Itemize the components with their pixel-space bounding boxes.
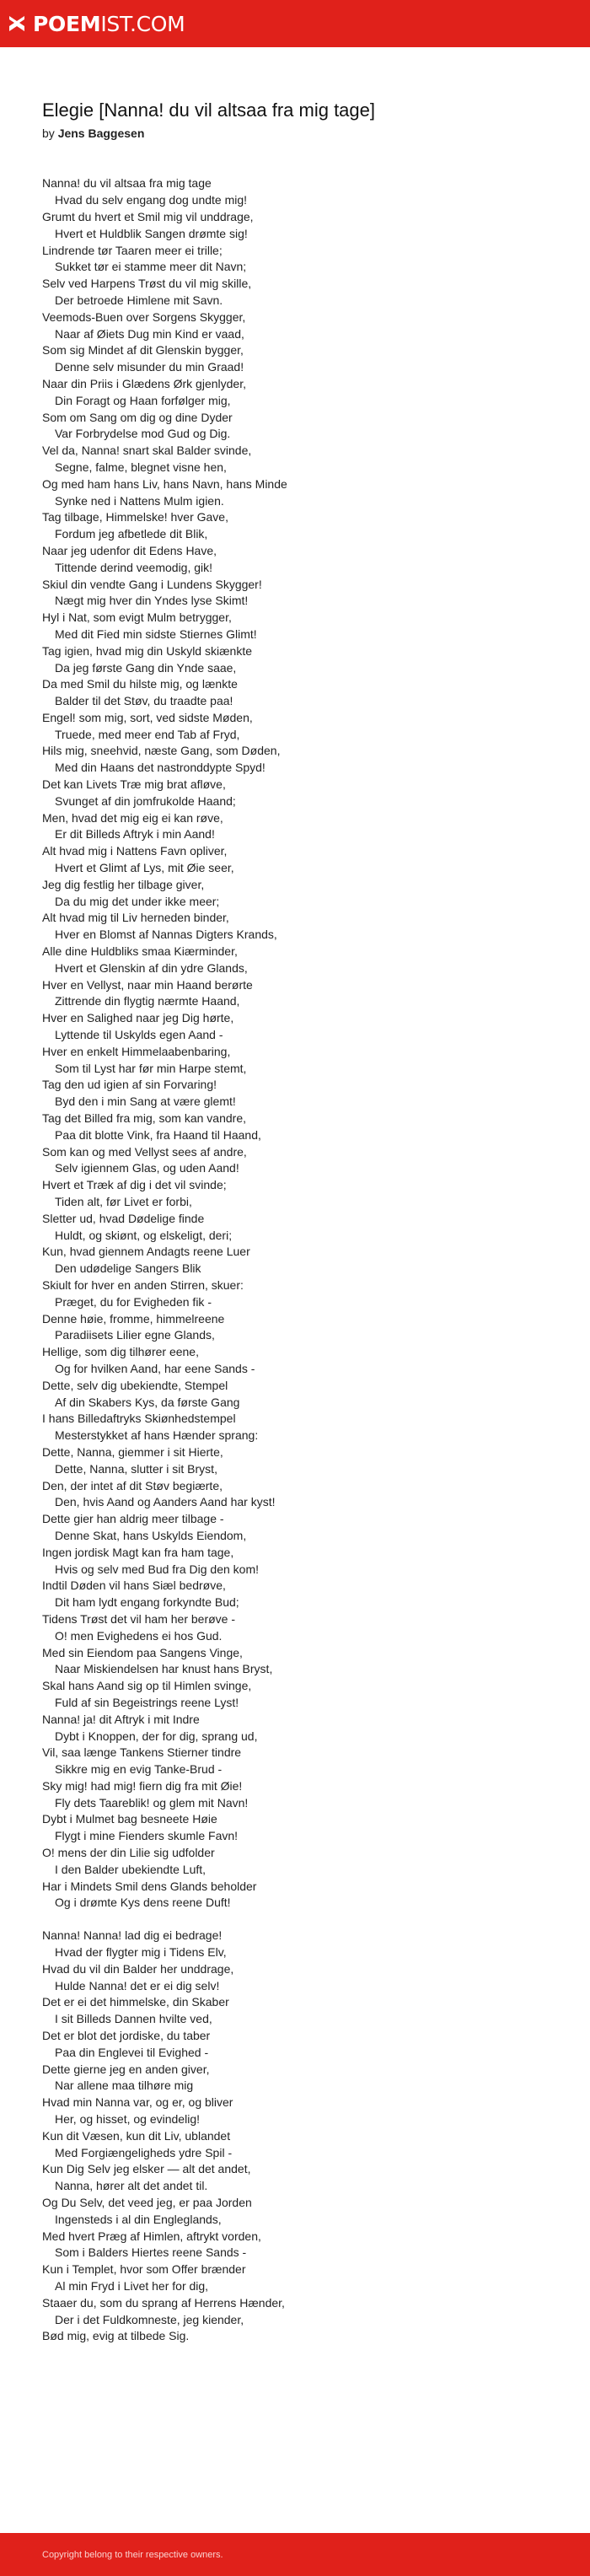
poem-line: Naar Miskiendelsen har knust hans Bryst, bbox=[55, 1662, 273, 1676]
poem-line: Tag den ud igien af sin Forvaring! bbox=[42, 1078, 217, 1092]
poem-line: Da du mig det under ikke meer; bbox=[55, 894, 220, 908]
poem-line: Med din Haans det nastronddypte Spyd! bbox=[55, 761, 266, 775]
poem-line: Kun Dig Selv jeg elsker — alt det andet, bbox=[42, 2162, 251, 2176]
site-header bbox=[0, 0, 590, 47]
poem-line: Sletter ud, hvad Dødelige finde bbox=[42, 1211, 205, 1225]
poem-line: Huldt, og skiønt, og elskeligt, deri; bbox=[55, 1228, 233, 1242]
poem-line: Hulde Nanna! det er ei dig selv! bbox=[55, 1978, 220, 1993]
poem-line: Har i Mindets Smil dens Glands beholder bbox=[42, 1879, 257, 1893]
site-name-bold: POEM bbox=[33, 11, 101, 36]
poem-line: Som om Sang om dig og dine Dyder bbox=[42, 410, 233, 424]
poem-line: Flygt i mine Fienders skumle Favn! bbox=[55, 1829, 239, 1843]
poem-line: Alt hvad mig i Nattens Favn opliver, bbox=[42, 844, 228, 858]
poem-line: Denne Skat, hans Uskylds Eiendom, bbox=[55, 1528, 247, 1542]
poem-line: Naar jeg udenfor dit Edens Have, bbox=[42, 543, 217, 557]
poem-line: Som i Balders Hiertes reene Sands - bbox=[55, 2245, 247, 2260]
poem-line: Hver en Blomst af Nannas Digters Krands, bbox=[55, 928, 277, 942]
site-name-light: IST.COM bbox=[100, 11, 185, 36]
poem-line: Er dit Billeds Aftryk i min Aand! bbox=[55, 827, 215, 842]
author-link[interactable]: Jens Baggesen bbox=[57, 126, 145, 141]
poem-line: O! mens der din Lilie sig udfolder bbox=[42, 1846, 215, 1860]
poem-line: Sukket tør ei stamme meer dit Navn; bbox=[55, 260, 247, 274]
poem-line: Hvis og selv med Bud fra Dig den kom! bbox=[55, 1562, 259, 1576]
poem-line: Nanna, hører alt det andet til. bbox=[55, 2179, 208, 2193]
poem-line: Tag tilbage, Himmelske! hver Gave, bbox=[42, 510, 228, 524]
poem-line: Den udødelige Sangers Blik bbox=[55, 1261, 201, 1276]
poem-line: Paa dit blotte Vink, fra Haand til Haand, bbox=[55, 1127, 261, 1142]
poem-line: Engel! som mig, sort, ved sidste Møden, bbox=[42, 710, 253, 724]
poem-line: Dybt i Knoppen, der for dig, sprang ud, bbox=[55, 1729, 258, 1743]
stanza bbox=[42, 175, 548, 1912]
poem-line: Tiden alt, før Livet er forbi, bbox=[55, 1195, 192, 1208]
poem-line: Vil, saa længe Tankens Stierner tindre bbox=[42, 1745, 242, 1760]
poem-line: Nanna! ja! dit Aftryk i mit Indre bbox=[42, 1712, 200, 1726]
poem-line: I den Balder ubekiendte Luft, bbox=[55, 1862, 206, 1876]
poem-line: Kun i Templet, hvor som Offer brænder bbox=[42, 2262, 246, 2277]
poem-line: Hvert et Glimt af Lys, mit Øie seer, bbox=[55, 861, 234, 875]
poem-line: Ingensteds i al din Engleglands, bbox=[55, 2212, 222, 2226]
poem-line: Mesterstykket af hans Hænder sprang: bbox=[55, 1428, 259, 1443]
poem-line: Nægt mig hver din Yndes lyse Skimt! bbox=[55, 594, 249, 608]
poem-line: Staaer du, som du sprang af Herrens Hænder, bbox=[42, 2295, 285, 2310]
poem-line: Det er blot det jordiske, du taber bbox=[42, 2029, 211, 2043]
poem-line: Selv igiennem Glas, og uden Aand! bbox=[55, 1161, 239, 1175]
poem-line: Den, hvis Aand og Aanders Aand har kyst! bbox=[55, 1495, 276, 1509]
poem-line: Fordum jeg afbetlede dit Blik, bbox=[55, 527, 208, 541]
poem-line: Præget, du for Evigheden fik - bbox=[55, 1294, 212, 1309]
poem-line: Selv ved Harpens Trøst du vil mig skille, bbox=[42, 277, 252, 291]
poem-line: Hellige, som dig tilhører eene, bbox=[42, 1345, 199, 1359]
poem-line: Sikkre mig en evig Tanke-Brud - bbox=[55, 1762, 223, 1777]
poem-line: Hvad du vil din Balder her unddrage, bbox=[42, 1961, 234, 1976]
poem-line: Dette gier han aldrig meer tilbage - bbox=[42, 1512, 224, 1526]
poem-line: Hver en Vellyst, naar min Haand berørte bbox=[42, 977, 253, 992]
poem-line: Zittrende din flygtig nærmte Haand, bbox=[55, 994, 240, 1008]
poem-line: Veemods-Buen over Sorgens Skygger, bbox=[42, 309, 246, 324]
poem-line: Skal hans Aand sig op til Himlen svinge, bbox=[42, 1679, 252, 1693]
poem-line: Der betroede Himlene mit Savn. bbox=[55, 293, 223, 307]
poem-line: Og med ham hans Liv, hans Navn, hans Minde bbox=[42, 476, 287, 491]
poem-line: O! men Evighedens ei hos Gud. bbox=[55, 1628, 223, 1643]
poem-line: Naar din Priis i Glædens Ørk gjenlyder, bbox=[42, 376, 246, 390]
poem-line: Hvad du selv engang dog undte mig! bbox=[55, 193, 248, 207]
poem-line: Fuld af sin Begeistrings reene Lyst! bbox=[55, 1695, 239, 1709]
poem-line: Den, der intet af dit Støv begiærte, bbox=[42, 1478, 223, 1492]
poem-line: Alt hvad mig til Liv herneden binder, bbox=[42, 911, 229, 925]
poem-line: Var Forbrydelse mod Gud og Dig. bbox=[55, 427, 231, 441]
poem-line: Naar af Øiets Dug min Kind er vaad, bbox=[55, 326, 244, 341]
quill-icon bbox=[8, 14, 25, 33]
poem-content bbox=[0, 47, 590, 2533]
poem-line: Og for hvilken Aand, har eene Sands - bbox=[55, 1361, 255, 1375]
poem-line: Nanna! du vil altsaa fra mig tage bbox=[42, 176, 212, 191]
poem-line: Hvert et Glenskin af din ydre Glands, bbox=[55, 960, 248, 975]
poem-line: Hvert et Huldblik Sangen drømte sig! bbox=[55, 226, 248, 240]
poem-line: Med hvert Præg af Himlen, aftrykt vorden, bbox=[42, 2229, 261, 2243]
poem-line: Denne selv misunder du min Graad! bbox=[55, 360, 244, 374]
poem-line: Truede, med meer end Tab af Fryd, bbox=[55, 727, 240, 741]
copyright-notice: Copyright belong to their respective owners. bbox=[42, 2549, 223, 2560]
poem-line: Hvert et Træk af dig i det vil svinde; bbox=[42, 1178, 227, 1192]
poem-line: Grumt du hvert et Smil mig vil unddrage, bbox=[42, 209, 254, 223]
poem-line: Med Forgiængeligheds ydre Spil - bbox=[55, 2145, 233, 2159]
poem-line: Og i drømte Kys dens reene Duft! bbox=[55, 1896, 231, 1910]
poem-line: Sky mig! had mig! fiern dig fra mit Øie! bbox=[42, 1778, 243, 1793]
poem-line: Dette gierne jeg en anden giver, bbox=[42, 2062, 210, 2076]
by-label: by bbox=[42, 126, 55, 141]
poem-line: Ingen jordisk Magt kan fra ham tage, bbox=[42, 1545, 234, 1559]
poem-line: Segne, falme, blegnet visne hen, bbox=[55, 460, 227, 474]
poem-line: Jeg dig festlig her tilbage giver, bbox=[42, 877, 205, 891]
poem-line: Hver en enkelt Himmelaabenbaring, bbox=[42, 1044, 231, 1058]
poem-line: Din Foragt og Haan forfølger mig, bbox=[55, 393, 231, 407]
poem-line: Det kan Livets Træ mig brat afløve, bbox=[42, 777, 226, 792]
poem-title: Elegie [Nanna! du vil altsaa fra mig tage] bbox=[42, 99, 376, 121]
poem-line: Med sin Eiendom paa Sangens Vinge, bbox=[42, 1645, 243, 1659]
poem-line: I sit Billeds Dannen hvilte ved, bbox=[55, 2012, 212, 2026]
poem-line: Vel da, Nanna! snart skal Balder svinde, bbox=[42, 444, 252, 458]
poem-line: Af din Skabers Kys, da første Gang bbox=[55, 1395, 240, 1409]
poem-line: Fly dets Taareblik! og glem mit Navn! bbox=[55, 1795, 249, 1810]
poem-line: Tag igien, hvad mig din Uskyld skiænkte bbox=[42, 643, 253, 658]
poem-line: Hver en Salighed naar jeg Dig hørte, bbox=[42, 1011, 234, 1025]
poem-line: Skiult for hver en anden Stirren, skuer: bbox=[42, 1277, 244, 1292]
poem-line: Dette, selv dig ubekiendte, Stempel bbox=[42, 1378, 228, 1392]
stanza bbox=[42, 1928, 548, 2345]
poem-line: Hvad min Nanna var, og er, og bliver bbox=[42, 2095, 233, 2110]
poem-line: Som til Lyst har før min Harpe stemt, bbox=[55, 1061, 247, 1075]
poem-line: Hils mig, sneehvid, næste Gang, som Døden, bbox=[42, 744, 281, 758]
poem-line: Kun, hvad giennem Andagts reene Luer bbox=[42, 1245, 250, 1259]
poem-line: Med dit Fied min sidste Stiernes Glimt! bbox=[55, 627, 257, 641]
poem-line: Svunget af din jomfrukolde Haand; bbox=[55, 793, 236, 808]
poem-line: Al min Fryd i Livet her for dig, bbox=[55, 2279, 209, 2293]
poem-line: Som sig Mindet af dit Glenskin bygger, bbox=[42, 343, 244, 358]
site-name bbox=[33, 12, 185, 36]
poem-line: Og Du Selv, det veed jeg, er paa Jorden bbox=[42, 2196, 252, 2210]
poem-line: Denne høie, fromme, himmelreene bbox=[42, 1311, 225, 1326]
poem-line: Tag det Billed fra mig, som kan vandre, bbox=[42, 1111, 247, 1126]
poem-line: Balder til det Støv, du traadte paa! bbox=[55, 694, 233, 708]
site-footer bbox=[0, 2533, 590, 2576]
poem-line: Det er ei det himmelske, din Skaber bbox=[42, 1995, 229, 2009]
poem-line: Indtil Døden vil hans Siæl bedrøve, bbox=[42, 1578, 226, 1593]
poem-line: Tidens Trøst det vil ham her berøve - bbox=[42, 1611, 235, 1626]
poem-line: Dette, Nanna, giemmer i sit Hierte, bbox=[42, 1444, 223, 1459]
poem-line: Lyttende til Uskylds egen Aand - bbox=[55, 1028, 223, 1042]
poem-byline bbox=[42, 126, 548, 140]
poem-line: Men, hvad det mig eig ei kan røve, bbox=[42, 810, 223, 825]
poem-line: Dybt i Mulmet bag besneete Høie bbox=[42, 1812, 217, 1826]
poem-line: Alle dine Huldbliks smaa Kiærminder, bbox=[42, 944, 238, 959]
poem-line: I hans Billedaftryks Skiønhedstempel bbox=[42, 1412, 236, 1426]
poem-line: Da jeg første Gang din Ynde saae, bbox=[55, 660, 237, 675]
site-logo[interactable] bbox=[8, 12, 185, 36]
poem-line: Bød mig, evig at tilbede Sig. bbox=[42, 2329, 190, 2343]
poem-body bbox=[42, 175, 548, 2345]
poem-line: Paa din Englevei til Evighed - bbox=[55, 2045, 209, 2059]
poem-line: Nanna! Nanna! lad dig ei bedrage! bbox=[42, 1928, 223, 1943]
poem-line: Hvad der flygter mig i Tidens Elv, bbox=[55, 1945, 227, 1960]
poem-line: Der i det Fuldkomneste, jeg kiender, bbox=[55, 2312, 244, 2326]
poem-line: Her, og hisset, og evindelig! bbox=[55, 2112, 200, 2127]
poem-line: Tittende derind veemodig, gik! bbox=[55, 560, 213, 574]
poem-line: Da med Smil du hilste mig, og lænkte bbox=[42, 677, 238, 691]
poem-line: Skiul din vendte Gang i Lundens Skygger! bbox=[42, 577, 262, 591]
poem-line: Byd den i min Sang at være glemt! bbox=[55, 1094, 236, 1109]
poem-line: Paradiisets Lilier egne Glands, bbox=[55, 1328, 215, 1342]
poem-line: Synke ned i Nattens Mulm igien. bbox=[55, 493, 224, 508]
poem-line: Som kan og med Vellyst sees af andre, bbox=[42, 1144, 247, 1159]
poem-line: Kun dit Væsen, kun dit Liv, ublandet bbox=[42, 2128, 231, 2143]
poem-line: Dette, Nanna, slutter i sit Bryst, bbox=[55, 1461, 217, 1476]
poem-line: Nar allene maa tilhøre mig bbox=[55, 2079, 194, 2093]
poem-line: Hyl i Nat, som evigt Mulm betrygger, bbox=[42, 610, 232, 625]
poem-line: Dit ham lydt engang forkyndte Bud; bbox=[55, 1595, 239, 1610]
poem-line: Lindrende tør Taaren meer ei trille; bbox=[42, 243, 223, 257]
